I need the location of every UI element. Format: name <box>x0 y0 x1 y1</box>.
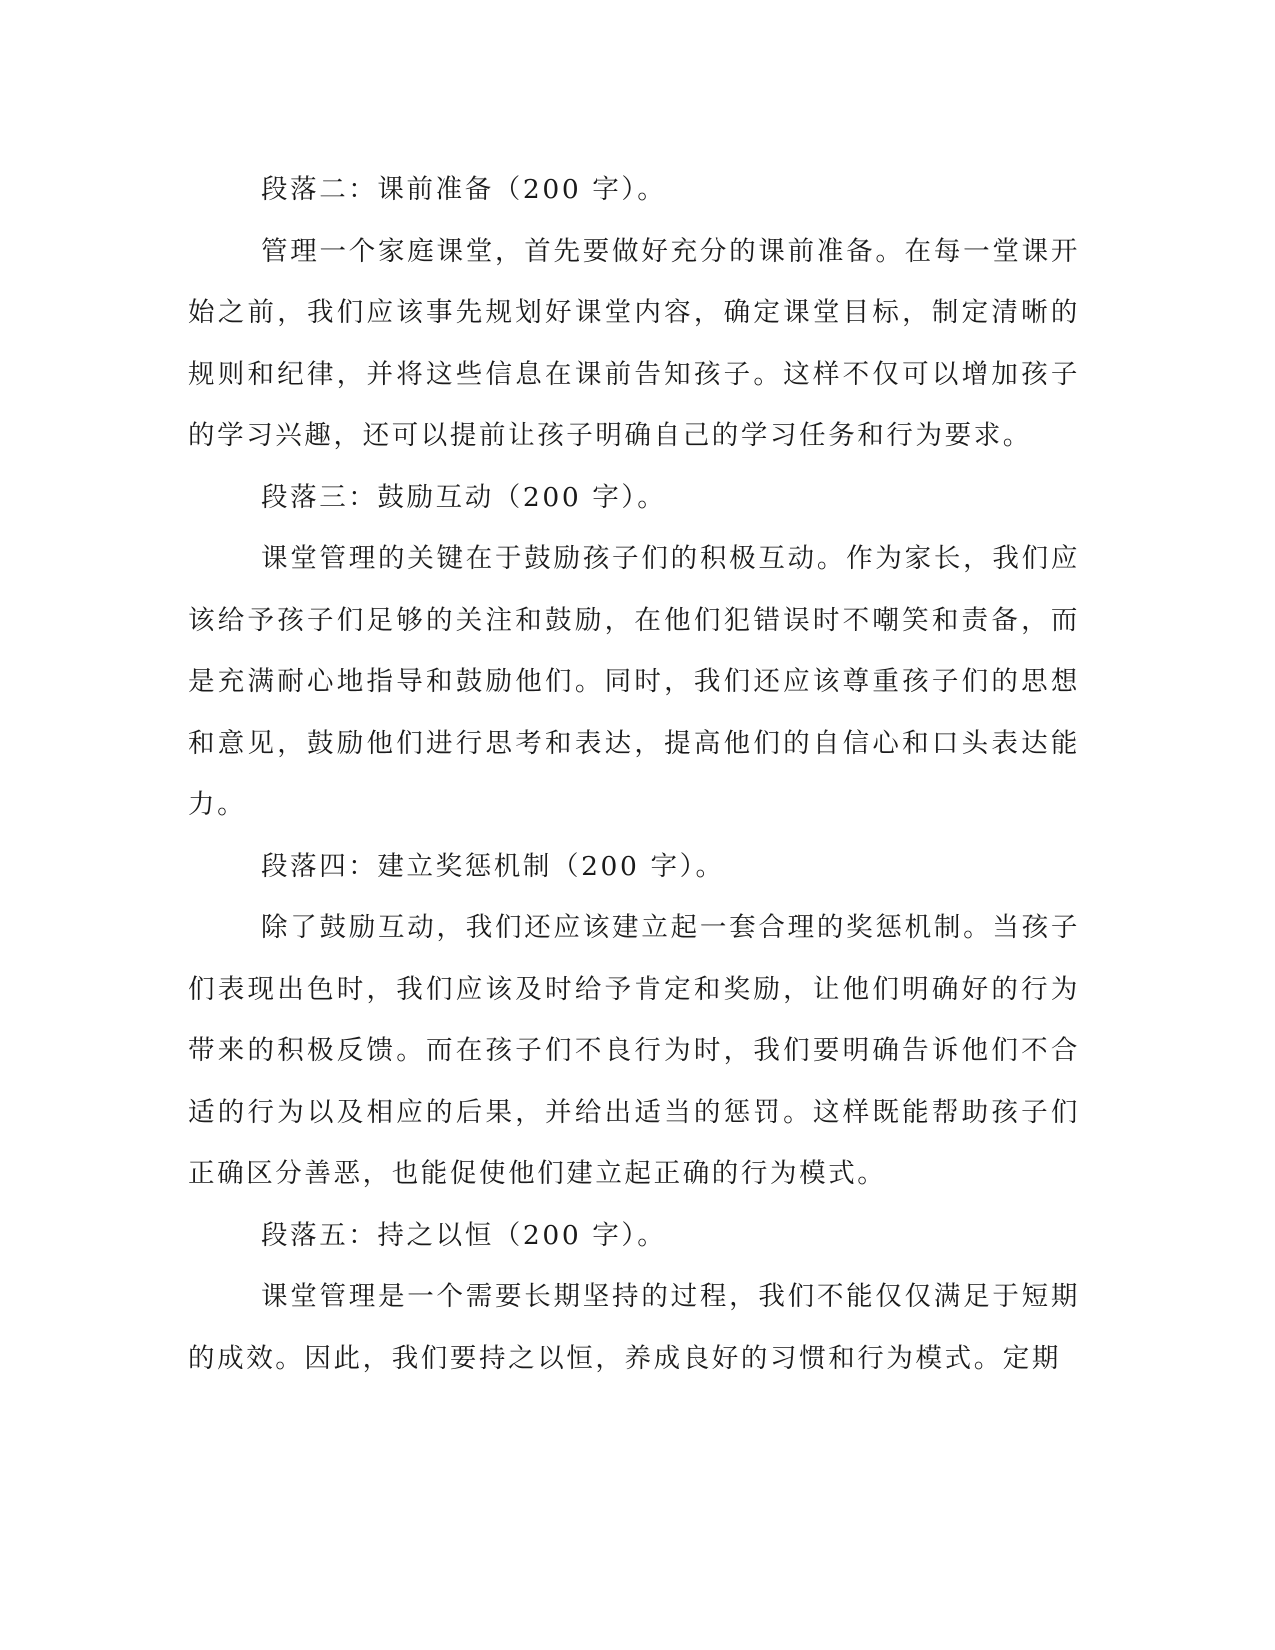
document-body <box>188 159 1080 1389</box>
section-heading-3: 段落三：鼓励互动（200 字）。 <box>261 481 667 513</box>
section-heading-2: 段落二：课前准备（200 字）。 <box>261 174 667 205</box>
section-heading-4: 段落四：建立奖惩机制（200 字）。 <box>261 850 725 882</box>
section-body-5: 课堂管理是一个需要长期坚持的过程，我们不能仅仅满足于短期的成效。因此，我们要持之以恒，养成良好的习惯和行为模式。定期 <box>188 1281 1080 1374</box>
section-body-4: 除了鼓励互动，我们还应该建立起一套合理的奖惩机制。当孩子们表现出色时，我们应该及时给予肯定和奖励，让他们明确好的行为带来的积极反馈。而在孩子们不良行为时，我们要明确告诉他们不合适的行为以及相应的后果，并给出适当的惩罚。这样既能帮助孩子们正确区分善恶，也能促使他们建立起正确的行为模式。 <box>188 912 1080 1189</box>
section-heading-5: 段落五：持之以恒（200 字）。 <box>261 1219 667 1251</box>
section-body-3: 课堂管理的关键在于鼓励孩子们的积极互动。作为家长，我们应该给予孩子们足够的关注和鼓励，在他们犯错误时不嘲笑和责备，而是充满耐心地指导和鼓励他们。同时，我们还应该尊重孩子们的思想和意见，鼓励他们进行思考和表达，提高他们的自信心和口头表达能力。 <box>188 543 1080 820</box>
section-body-2: 管理一个家庭课堂，首先要做好充分的课前准备。在每一堂课开始之前，我们应该事先规划好课堂内容，确定课堂目标，制定清晰的规则和纪律，并将这些信息在课前告知孩子。这样不仅可以增加孩子的学习兴趣，还可以提前让孩子明确自己的学习任务和行为要求。 <box>188 235 1080 451</box>
